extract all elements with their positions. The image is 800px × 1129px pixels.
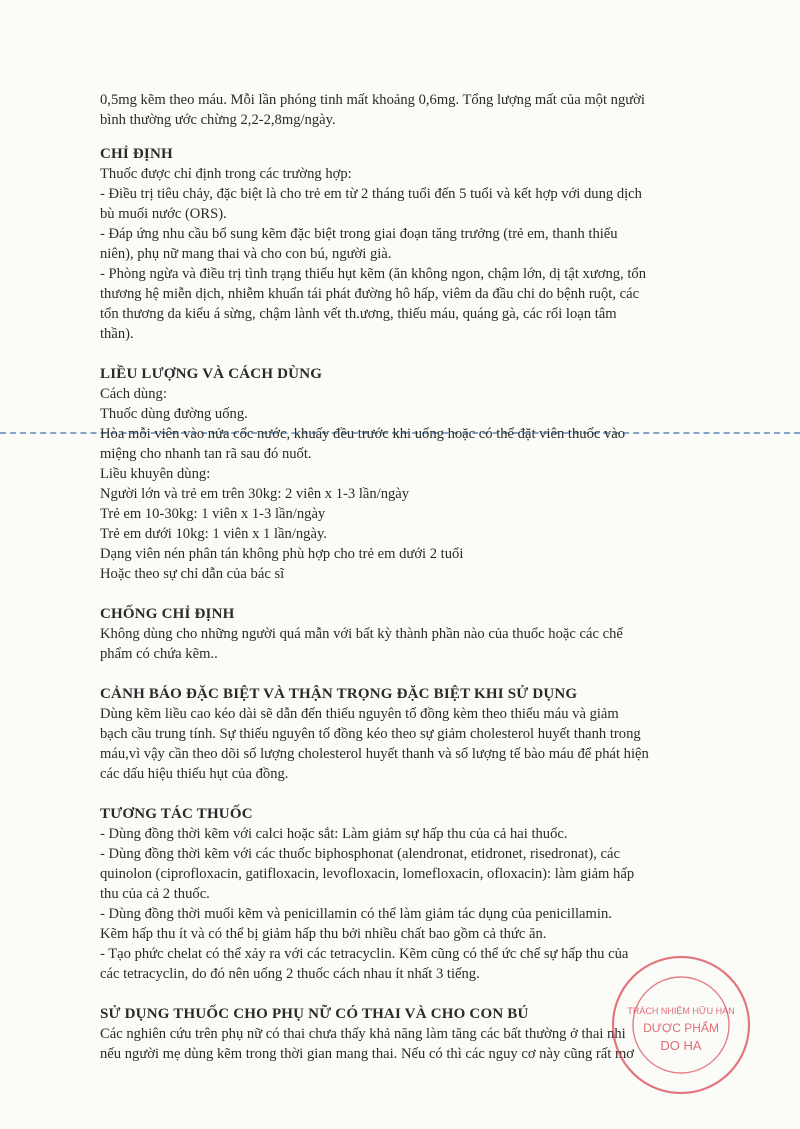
section-line: thần). (100, 326, 134, 342)
section-line: - Tạo phức chelat có thể xảy ra với các tetracyclin. Kẽm cũng có thể ức chế sự hấp thu của (100, 946, 629, 962)
section-line: quinolon (ciprofloxacin, gatifloxacin, levofloxacin, lomefloxacin, ofloxacin): làm giảm hấp (100, 866, 635, 882)
section-line: máu,vì vậy cần theo dõi số lượng cholesterol huyết thanh và số lượng tế bào máu để phát hiện (100, 746, 649, 762)
section-line: phẩm có chứa kẽm.. (100, 646, 218, 662)
section-dosage (100, 364, 710, 584)
intro-line: 0,5mg kẽm theo máu. Mỗi lần phóng tinh mất khoảng 0,6mg. Tổng lượng mất của một người (100, 92, 645, 108)
section-line: niên), phụ nữ mang thai và cho con bú, người già. (100, 246, 392, 262)
section-line: Cách dùng: (100, 386, 167, 402)
section-line: Dùng kẽm liều cao kéo dài sẽ dẫn đến thiếu nguyên tố đồng kèm theo thiếu máu và giảm (100, 706, 619, 722)
section-line: - Điều trị tiêu chảy, đặc biệt là cho trẻ em từ 2 tháng tuổi đến 5 tuổi và kết hợp với dung dịch (100, 186, 642, 202)
section-line: Hòa mỗi viên vào nửa cốc nước, khuấy đều trước khi uống hoặc có thể đặt viên thuốc vào (100, 426, 626, 442)
section-line: Thuốc được chỉ định trong các trường hợp: (100, 166, 352, 182)
section-line: Trẻ em 10-30kg: 1 viên x 1-3 lần/ngày (100, 506, 326, 522)
section-line: Thuốc dùng đường uống. (100, 406, 248, 422)
section-line: - Dùng đồng thời kẽm với các thuốc biphosphonat (alendronat, etidronet, risedronat), các (100, 846, 620, 862)
section-line: các dấu hiệu thiếu hụt của đồng. (100, 766, 289, 782)
section-heading: SỬ DỤNG THUỐC CHO PHỤ NỮ CÓ THAI VÀ CHO CON BÚ (100, 1006, 529, 1022)
section-line: Không dùng cho những người quá mẫn với bất kỳ thành phần nào của thuốc hoặc các chế (100, 626, 623, 642)
section-line: miệng cho nhanh tan rã sau đó nuốt. (100, 446, 312, 462)
company-seal-icon (606, 950, 756, 1100)
section-line: - Dùng đồng thời kẽm với calci hoặc sắt: Làm giảm sự hấp thu của cả hai thuốc. (100, 826, 568, 842)
section-line: nếu người mẹ dùng kẽm trong thời gian mang thai. Nếu có thì các nguy cơ này cũng rất mơ (100, 1046, 635, 1062)
intro-block (100, 90, 710, 130)
section-line: Người lớn và trẻ em trên 30kg: 2 viên x 1-3 lần/ngày (100, 486, 410, 502)
section-line: các tetracyclin, do đó nên uống 2 thuốc cách nhau ít nhất 3 tiếng. (100, 966, 480, 982)
section-line: - Phòng ngừa và điều trị tình trạng thiếu hụt kẽm (ăn không ngon, chậm lớn, dị tật xương, tổn (100, 266, 647, 282)
section-heading: LIỀU LƯỢNG VÀ CÁCH DÙNG (100, 366, 323, 382)
section-heading: CẢNH BÁO ĐẶC BIỆT VÀ THẬN TRỌNG ĐẶC BIỆT KHI SỬ DỤNG (100, 686, 578, 702)
section-line: Liều khuyên dùng: (100, 466, 211, 482)
section-line: - Dùng đồng thời muối kẽm và penicillamin có thể làm giảm tác dụng của penicillamin. (100, 906, 612, 922)
section-line: thương hệ miễn dịch, nhiễm khuẩn tái phát đường hô hấp, viêm da đầu chi do bệnh ruột, các (100, 286, 640, 302)
section-line: Các nghiên cứu trên phụ nữ có thai chưa thấy khả năng làm tăng các bất thường ở thai nhi (100, 1026, 626, 1042)
section-heading: CHỐNG CHỈ ĐỊNH (100, 606, 235, 622)
section-line: - Đáp ứng nhu cầu bổ sung kẽm đặc biệt trong giai đoạn tăng trưởng (trẻ em, thanh thiếu (100, 226, 618, 242)
section-line: tổn thương da kiểu á sừng, chậm lành vết th.ương, thiếu máu, quáng gà, các rối loạn tâm (100, 306, 617, 322)
section-heading: CHỈ ĐỊNH (100, 146, 173, 162)
section-line: Kẽm hấp thu ít và có thể bị giảm hấp thu bởi nhiều chất bao gồm cả thức ăn. (100, 926, 547, 942)
section-line: thu của cả 2 thuốc. (100, 886, 210, 902)
section-warnings (100, 684, 710, 784)
section-line: Hoặc theo sự chỉ dẫn của bác sĩ (100, 566, 285, 582)
section-line: bạch cầu trung tính. Sự thiếu nguyên tố đồng kéo theo sự giảm cholesterol huyết thanh trong (100, 726, 641, 742)
seal-line-2: DƯỢC PHẨM (643, 1021, 719, 1035)
section-line: Trẻ em dưới 10kg: 1 viên x 1 lần/ngày. (100, 526, 327, 542)
intro-line: bình thường ước chừng 2,2-2,8mg/ngày. (100, 112, 336, 128)
section-indications (100, 144, 710, 344)
seal-line-3: DO HA (660, 1038, 702, 1053)
section-line: Dạng viên nén phân tán không phù hợp cho trẻ em dưới 2 tuổi (100, 546, 464, 562)
section-heading: TƯƠNG TÁC THUỐC (100, 806, 253, 822)
document-page (100, 90, 710, 1064)
seal-line-1: TRÁCH NHIỆM HỮU HẠN (627, 1006, 735, 1016)
section-line: bù muối nước (ORS). (100, 206, 227, 222)
section-contraindications (100, 604, 710, 664)
